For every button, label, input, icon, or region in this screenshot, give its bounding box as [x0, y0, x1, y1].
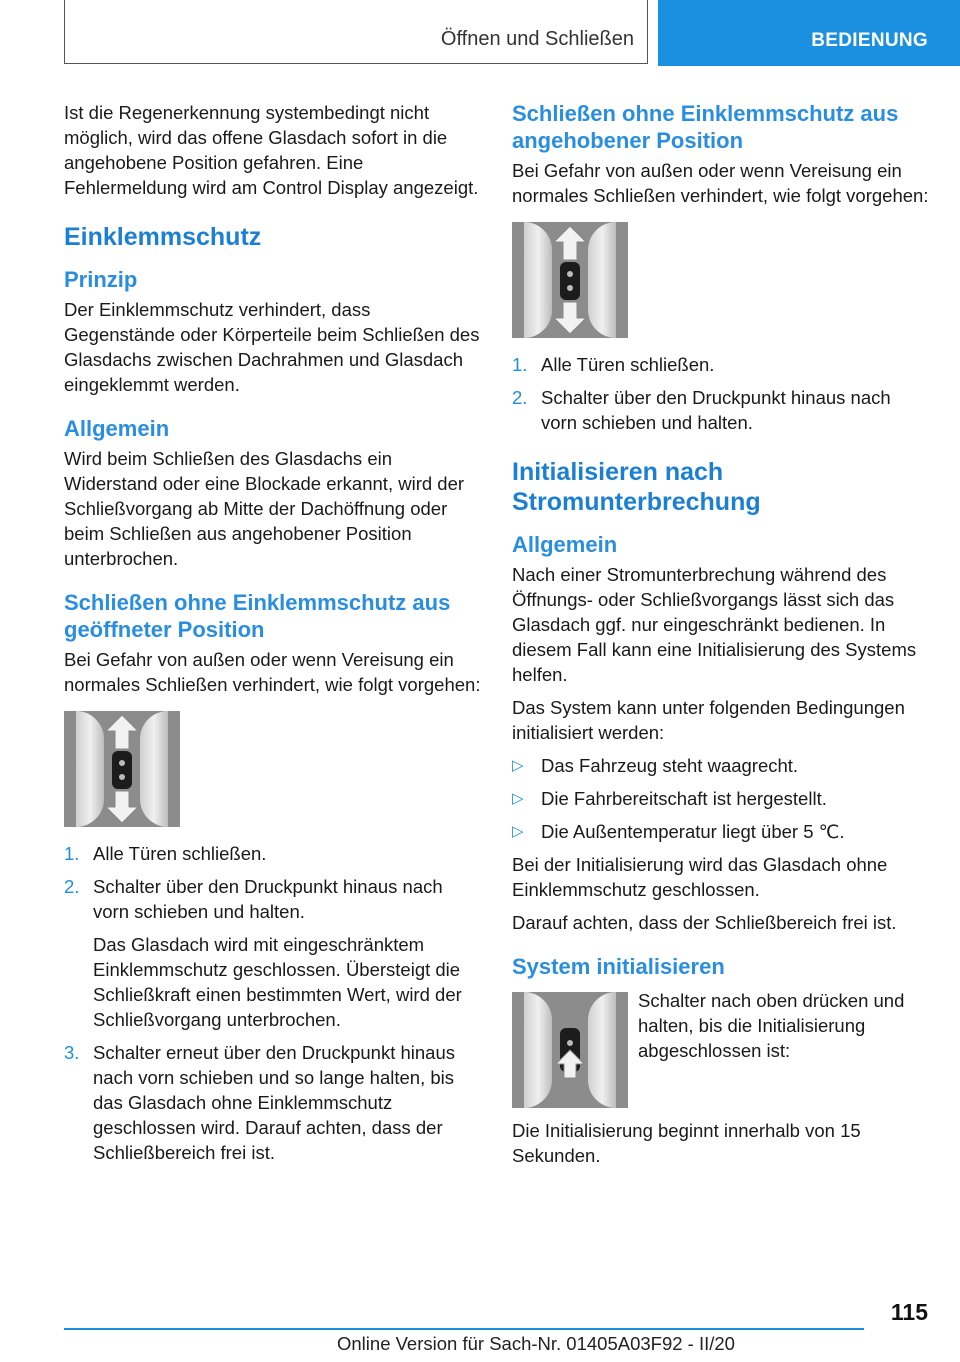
- system-init-text: Schalter nach oben drücken und halten, bis die Initialisierung abgeschlossen ist:: [638, 990, 905, 1061]
- list-item: 1. Alle Türen schließen.: [512, 354, 715, 375]
- roof-switch-illustration: [64, 711, 180, 827]
- footer-divider: [64, 1328, 864, 1330]
- heading-raised-position: Schließen ohne Einklemmschutz aus angehobener Position: [512, 101, 899, 153]
- triangle-bullet-icon: ▷: [512, 823, 524, 840]
- conditions-list: [512, 753, 930, 844]
- left-steps: [64, 841, 482, 1165]
- heading-open-position: Schließen ohne Einklemmschutz aus geöffneter Position: [64, 590, 451, 642]
- chapter-tab-label: BEDIENUNG: [811, 30, 928, 51]
- allgemein-right-text: Nach einer Stromunterbrechung während des Öffnungs- oder Schließvorgangs lässt sich das Glasdach ggf. nur eingeschränkt bedienen. In diesem Fall kann eine Initialisierung des Systems helfen.: [512, 564, 917, 685]
- roof-switch-up-illustration: [512, 992, 628, 1108]
- right-column: [512, 100, 930, 1176]
- init-warning-text: Darauf achten, dass der Schließbereich frei ist.: [512, 912, 897, 933]
- list-item: 1. Alle Türen schließen.: [64, 843, 267, 864]
- allgemein-text: Wird beim Schließen des Glasdachs ein Widerstand oder eine Blockade erkannt, wird der Schließvorgang ab Mitte der Dachöffnung oder beim Schließen aus angehobener Position unterbrochen.: [64, 448, 465, 569]
- page-number: 115: [890, 1299, 928, 1325]
- list-item: ▷ Die Außentemperatur liegt über 5 ℃.: [512, 821, 845, 842]
- footer-text: Online Version für Sach-Nr. 01405A03F92 - II/20: [337, 1333, 735, 1354]
- heading-system-initialisieren: System initialisieren: [512, 954, 725, 979]
- heading-prinzip: Prinzip: [64, 267, 138, 292]
- list-item: 2. Schalter über den Druckpunkt hinaus nach vorn schieben und halten. Das Glasdach wird mit eingeschränktem Einklemmschutz geschlossen. Übersteigt die Schließkraft einen bestimmten Wert, wird der Schließvorgang unterbrochen.: [64, 876, 462, 1030]
- triangle-bullet-icon: ▷: [512, 757, 524, 774]
- roof-switch-illustration: [512, 222, 628, 338]
- heading-allgemein-right: Allgemein: [512, 532, 618, 557]
- intro-text: Ist die Regenerkennung systembedingt nicht möglich, wird das offene Glasdach sofort in die angehobene Position gefahren. Eine Fehlermeldung wird am Control Display angezeigt.: [64, 102, 479, 198]
- triangle-bullet-icon: ▷: [512, 790, 524, 807]
- conditions-intro: Das System kann unter folgenden Bedingungen initialisiert werden:: [512, 697, 905, 743]
- list-item: ▷ Die Fahrbereitschaft ist hergestellt.: [512, 788, 827, 809]
- system-init-block: [512, 988, 930, 1110]
- chapter-tab: [658, 0, 960, 66]
- heading-einklemmschutz: Einklemmschutz: [64, 223, 262, 251]
- raised-position-text: Bei Gefahr von außen oder wenn Vereisung ein normales Schließen verhindert, wie folgt vorgehen:: [512, 160, 929, 206]
- heading-initialisieren: Initialisieren nach Stromunterbrechung: [512, 458, 761, 516]
- open-position-text: Bei Gefahr von außen oder wenn Vereisung ein normales Schließen verhindert, wie folgt vorgehen:: [64, 649, 481, 695]
- list-item: 2. Schalter über den Druckpunkt hinaus nach vorn schieben und halten.: [512, 387, 891, 433]
- right-steps: [512, 352, 930, 435]
- list-item: ▷ Das Fahrzeug steht waagrecht.: [512, 755, 799, 776]
- system-init-end-text: Die Initialisierung beginnt innerhalb von 15 Sekunden.: [512, 1120, 861, 1166]
- section-title: Öffnen und Schließen: [440, 28, 634, 50]
- list-item: 3. Schalter erneut über den Druckpunkt hinaus nach vorn schieben und so lange halten, bis das Glasdach ohne Einklemmschutz geschlossen wird. Darauf achten, dass der Schließbereich frei ist.: [64, 1042, 455, 1163]
- heading-allgemein: Allgemein: [64, 416, 170, 441]
- prinzip-text: Der Einklemmschutz verhindert, dass Gegenstände oder Körperteile beim Schließen des Glasdachs zwischen Dachrahmen und Glasdach eingeklemmt werden.: [64, 299, 480, 395]
- page-header: [0, 0, 960, 66]
- left-column: [64, 100, 482, 1173]
- init-info-text: Bei der Initialisierung wird das Glasdach ohne Einklemmschutz geschlossen.: [512, 854, 888, 900]
